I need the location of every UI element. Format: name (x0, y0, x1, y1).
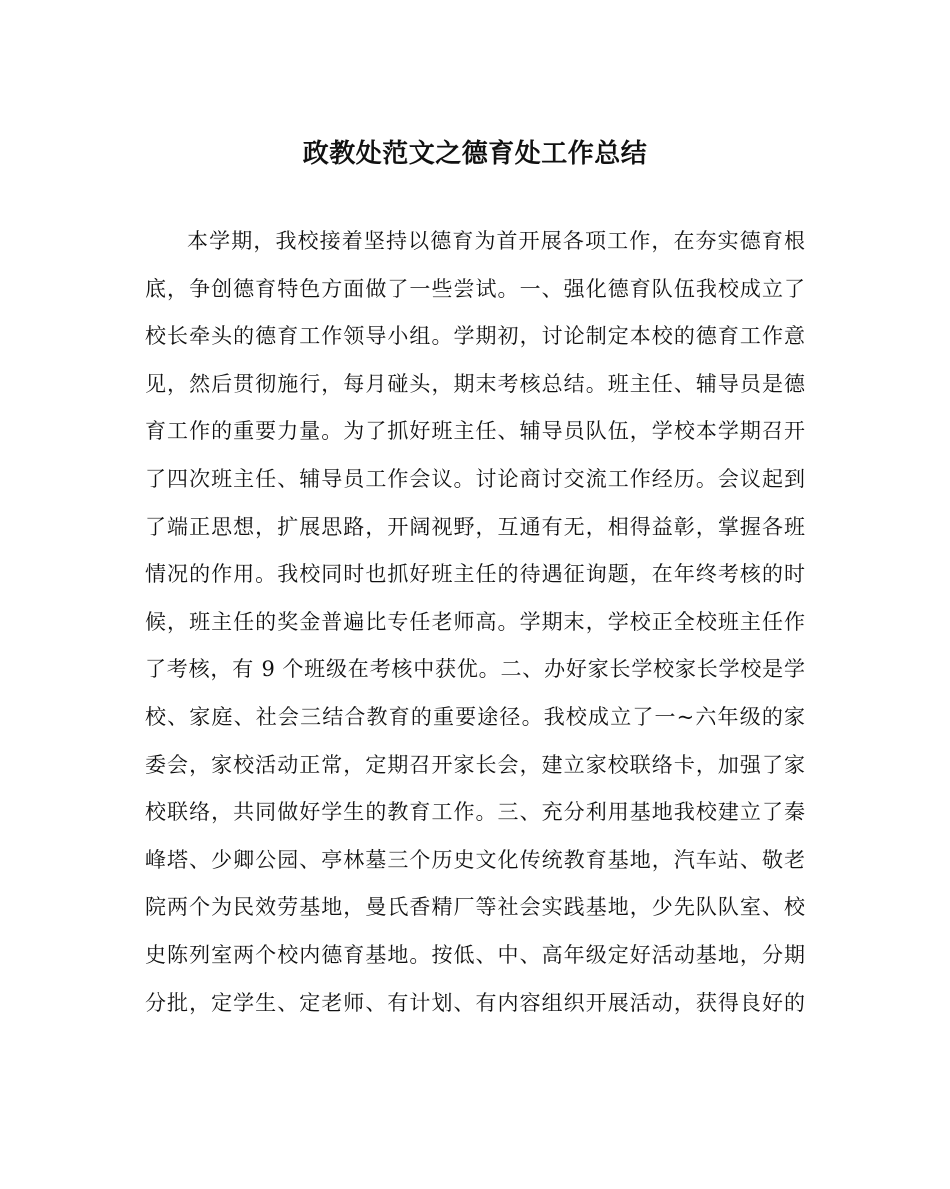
body-line: 分批，定学生、定老师、有计划、有内容组织开展活动，获得良好的 (145, 990, 805, 1015)
body-line: 了四次班主任、辅导员工作会议。讨论商讨交流工作经历。会议起到 (145, 466, 805, 491)
body-line: 峰塔、少卿公园、亭林墓三个历史文化传统教育基地，汽车站、敬老 (145, 847, 805, 872)
body-line: 育工作的重要力量。为了抓好班主任、辅导员队伍，学校本学期召开 (145, 419, 805, 444)
body-line: 院两个为民效劳基地，曼氏香精厂等社会实践基地，少先队队室、校 (145, 895, 805, 920)
body-line: 校长牵头的德育工作领导小组。学期初，讨论制定本校的德育工作意 (145, 324, 805, 349)
body-line: 校、家庭、社会三结合教育的重要途径。我校成立了一~六年级的家 (145, 704, 805, 729)
body-line: 情况的作用。我校同时也抓好班主任的待遇征询题，在年终考核的时 (145, 562, 805, 587)
body-line: 委会，家校活动正常，定期召开家长会，建立家校联络卡，加强了家 (145, 752, 805, 777)
body-line: 史陈列室两个校内德育基地。按低、中、高年级定好活动基地，分期 (145, 942, 805, 967)
body-line: 候，班主任的奖金普遍比专任老师高。学期末，学校正全校班主任作 (145, 609, 805, 634)
document-title: 政教处范文之德育处工作总结 (302, 139, 648, 169)
body-line: 了考核，有 9 个班级在考核中获优。二、办好家长学校家长学校是学 (145, 657, 805, 682)
body-line: 见，然后贯彻施行，每月碰头，期末考核总结。班主任、辅导员是德 (145, 371, 805, 396)
body-line: 了端正思想，扩展思路，开阔视野，互通有无，相得益彰，掌握各班 (145, 514, 805, 539)
body-line: 本学期，我校接着坚持以德育为首开展各项工作，在夯实德育根 (187, 229, 805, 253)
document-body (145, 218, 805, 1027)
body-line: 校联络，共同做好学生的教育工作。三、充分利用基地我校建立了秦 (145, 800, 805, 825)
body-line: 底，争创德育特色方面做了一些尝试。一、强化德育队伍我校成立了 (145, 276, 805, 301)
